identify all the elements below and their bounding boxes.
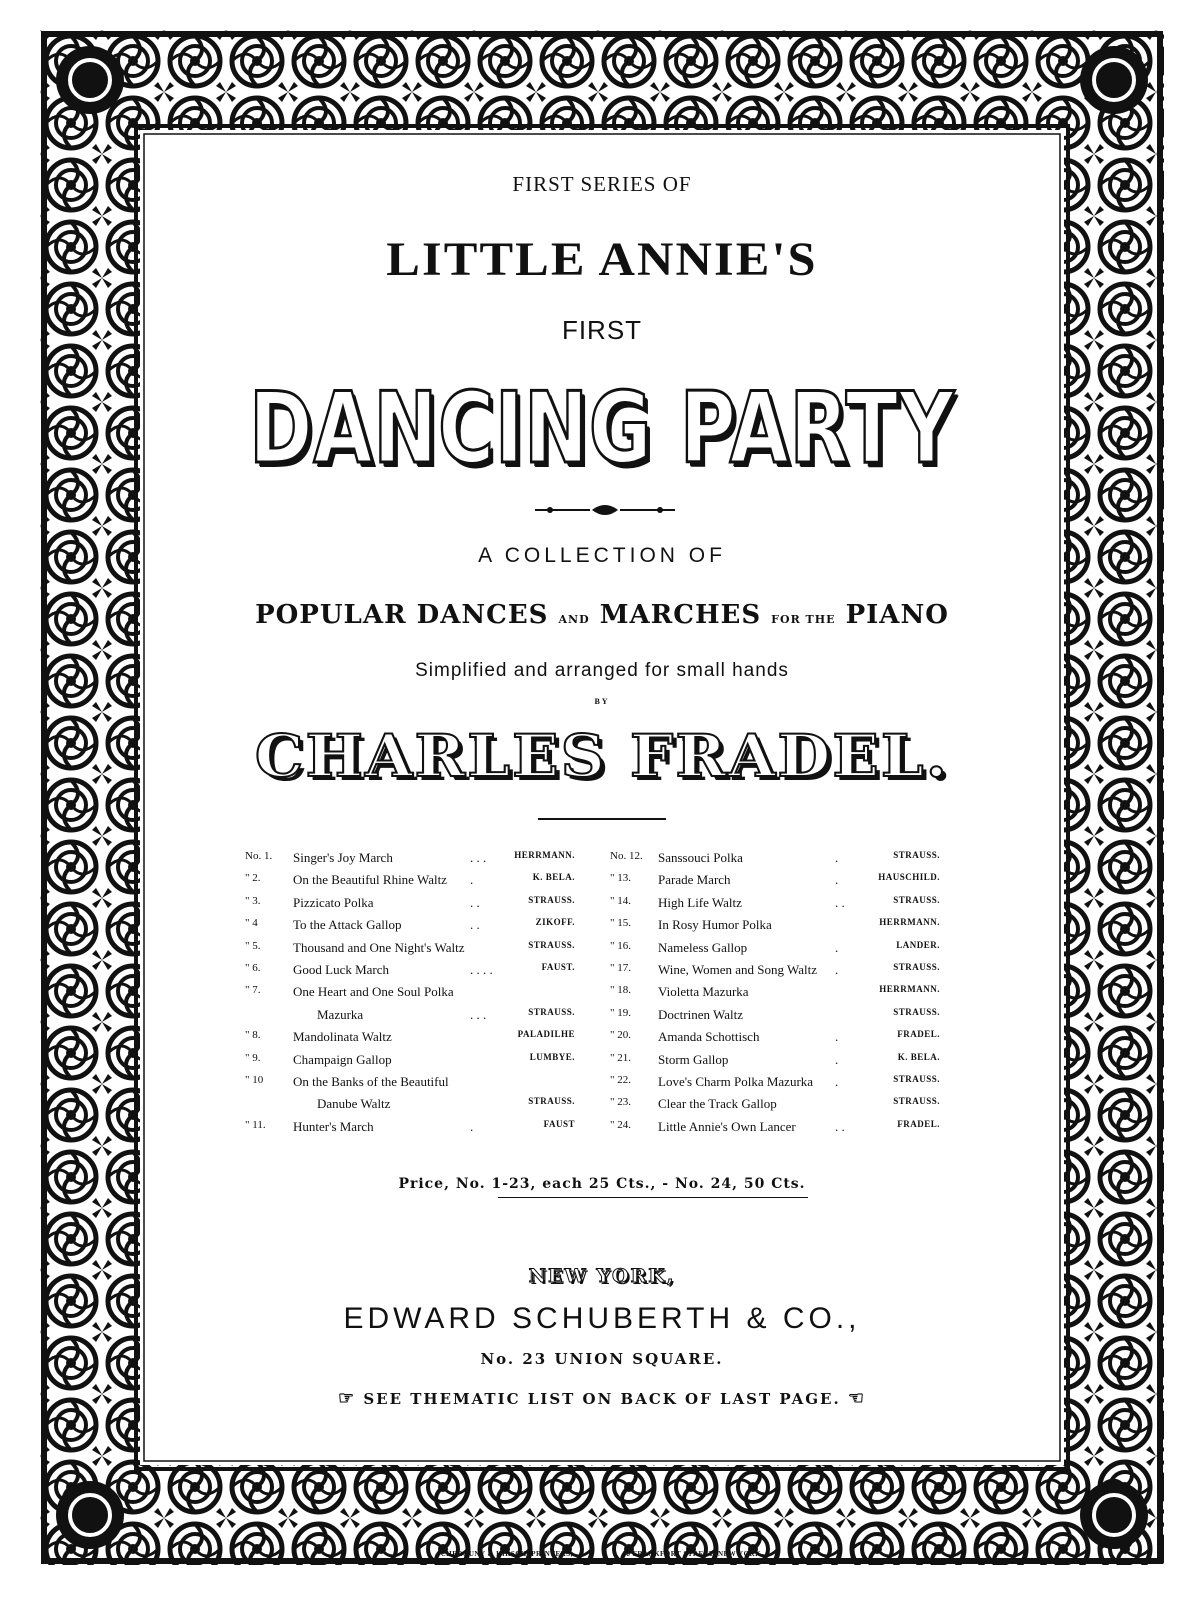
- thematic-text: SEE THEMATIC LIST ON BACK OF LAST PAGE.: [363, 1390, 841, 1408]
- piece-dots: .: [835, 1051, 839, 1067]
- piece-number: " 5.: [245, 939, 261, 952]
- author-name: CHARLES FRADEL.: [254, 722, 950, 790]
- piece-number: " 13.: [610, 872, 631, 885]
- piece-row: [245, 984, 575, 1006]
- piece-row: [245, 1029, 575, 1051]
- piece-composer: HERRMANN.: [514, 850, 575, 860]
- piece-composer: FAUST.: [541, 961, 575, 972]
- piece-row: [610, 1096, 940, 1118]
- piece-row: [245, 895, 575, 917]
- piece-title: Parade March: [658, 872, 731, 888]
- piece-number: " 11.: [245, 1118, 266, 1131]
- piece-row: [610, 1007, 940, 1029]
- title-little-annies: LITTLE ANNIE'S: [386, 233, 818, 286]
- piece-title: Violetta Mazurka: [658, 984, 749, 1000]
- piece-title: Mandolinata Waltz: [293, 1029, 392, 1045]
- piece-number: " 4: [245, 917, 258, 930]
- piece-number: " 8.: [245, 1029, 261, 1042]
- divider-rule: [538, 818, 666, 820]
- piece-row: [245, 1074, 575, 1096]
- simplified-line: Simplified and arranged for small hands: [415, 660, 789, 681]
- piece-composer: STRAUSS.: [528, 1096, 575, 1107]
- piece-composer: K. BELA.: [532, 872, 575, 883]
- piece-title: Good Luck March: [293, 961, 390, 977]
- piece-dots: . .: [470, 917, 480, 933]
- publisher-name: EDWARD SCHUBERTH & CO.,: [343, 1302, 861, 1335]
- piece-row: [245, 872, 575, 894]
- piece-dots: . .: [835, 1118, 845, 1134]
- price-line: Price, No. 1-23, each 25 Cts., - No. 24, 50 Cts.: [398, 1176, 806, 1192]
- piece-dots: .: [835, 1073, 839, 1089]
- pointing-hand-icon: ☜: [847, 1388, 867, 1409]
- piece-dots: . . .: [470, 1006, 487, 1022]
- piece-composer: STRAUSS.: [893, 961, 940, 972]
- piece-dots: . .: [470, 894, 480, 910]
- popular-dances: POPULAR DANCES: [255, 600, 549, 630]
- piece-row: [610, 917, 940, 939]
- piece-title: Sanssouci Polka: [658, 850, 743, 865]
- piece-number: " 3.: [245, 894, 261, 907]
- piece-row: [610, 984, 940, 1006]
- piece-title: Clear the Track Gallop: [658, 1096, 777, 1112]
- pieces-list-left: [245, 850, 575, 1141]
- piece-title: Love's Charm Polka Mazurka: [658, 1073, 814, 1089]
- thematic-note: [0, 1388, 1204, 1409]
- piece-number: " 6.: [245, 961, 261, 974]
- piece-number: " 18.: [610, 984, 631, 997]
- piece-dots: . . . .: [470, 961, 493, 977]
- piece-title: In Rosy Humor Polka: [658, 917, 772, 933]
- piece-composer: STRAUSS.: [893, 1096, 940, 1107]
- piece-number: " 2.: [245, 872, 261, 885]
- piece-title: Hunter's March: [293, 1118, 374, 1134]
- piece-row: [245, 917, 575, 939]
- piece-row: [610, 1119, 940, 1141]
- piece-number: " 10: [245, 1073, 264, 1086]
- piece-composer: STRAUSS.: [893, 1006, 940, 1017]
- price-underline: [498, 1197, 808, 1198]
- piece-composer: FRADEL.: [897, 1118, 940, 1129]
- piece-title: Wine, Women and Song Waltz: [658, 961, 818, 977]
- piece-composer: STRAUSS.: [893, 850, 940, 860]
- piece-title: Singer's Joy March: [293, 850, 393, 865]
- piece-row: [245, 1096, 575, 1118]
- piece-title: Danube Waltz: [317, 1096, 391, 1112]
- piece-composer: FRADEL.: [897, 1029, 940, 1040]
- piece-composer: STRAUSS.: [528, 894, 575, 905]
- piece-row: [610, 1052, 940, 1074]
- piece-title: Storm Gallop: [658, 1051, 729, 1067]
- piece-number: " 15.: [610, 917, 631, 930]
- piece-row: [245, 940, 575, 962]
- piece-composer: STRAUSS.: [528, 939, 575, 950]
- piece-composer: STRAUSS.: [893, 1073, 940, 1084]
- piece-number: " 23.: [610, 1096, 631, 1109]
- piece-title: To the Attack Gallop: [293, 917, 402, 933]
- piece-composer: HAUSCHILD.: [878, 872, 940, 883]
- piece-composer: FAUST: [543, 1118, 575, 1129]
- and-word: AND: [558, 613, 590, 626]
- printer-line: [0, 1550, 1204, 1558]
- piece-number: " 22.: [610, 1073, 631, 1086]
- popular-dances-line: [0, 600, 1204, 630]
- piece-title: Nameless Gallop: [658, 939, 748, 955]
- piece-dots: .: [835, 939, 839, 955]
- piece-row: [610, 1029, 940, 1051]
- city-line: NEW YORK,: [528, 1265, 676, 1287]
- pointing-hand-icon: ☞: [337, 1388, 357, 1409]
- piece-row: [245, 1119, 575, 1141]
- piece-title: Little Annie's Own Lancer: [658, 1118, 796, 1134]
- piece-dots: .: [835, 850, 839, 865]
- piece-number: " 16.: [610, 939, 631, 952]
- piece-row: [610, 940, 940, 962]
- piece-title: Thousand and One Night's Waltz: [293, 939, 465, 955]
- printer-address: 18 FRANKFORT STREET, NEW YORK.: [622, 1550, 764, 1558]
- publisher-address: No. 23 UNION SQUARE.: [480, 1350, 724, 1368]
- marches: MARCHES: [599, 600, 762, 630]
- piece-row: [610, 1074, 940, 1096]
- collection-line: A COLLECTION OF: [478, 544, 726, 567]
- piece-number: No. 12.: [610, 850, 643, 862]
- piece-dots: .: [470, 1118, 474, 1134]
- piece-number: " 9.: [245, 1051, 261, 1064]
- title-first: FIRST: [561, 315, 643, 345]
- piece-title: On the Beautiful Rhine Waltz: [293, 872, 447, 888]
- piece-dots: . . .: [470, 850, 487, 865]
- flourish-divider: [530, 500, 680, 520]
- series-line: FIRST SERIES OF: [512, 172, 692, 196]
- piece-number: " 19.: [610, 1006, 631, 1019]
- piece-composer: PALADILHE: [517, 1029, 575, 1040]
- piece-composer: HERRMANN.: [879, 984, 940, 995]
- printer-name: CHEROUNY & KIRSCH, PRINTERS,: [440, 1550, 573, 1558]
- piece-row: [610, 895, 940, 917]
- piece-dots: .: [835, 961, 839, 977]
- piece-composer: STRAUSS.: [893, 894, 940, 905]
- piece-number: " 24.: [610, 1118, 631, 1131]
- piece-title: Champaign Gallop: [293, 1051, 392, 1067]
- piece-composer: LUMBYE.: [529, 1051, 575, 1062]
- piece-composer: HERRMANN.: [879, 917, 940, 928]
- piece-dots: .: [835, 872, 839, 888]
- by-line: BY: [594, 697, 610, 706]
- piece-dots: . .: [835, 894, 845, 910]
- piece-title: Mazurka: [317, 1006, 364, 1022]
- piece-row: [245, 1052, 575, 1074]
- piece-row: [245, 850, 575, 872]
- piece-number: No. 1.: [245, 850, 273, 862]
- piece-number: " 17.: [610, 961, 631, 974]
- title-dancing-party: DANCING PARTY: [249, 372, 955, 486]
- piece-title: High Life Waltz: [658, 894, 742, 910]
- piece-title: On the Banks of the Beautiful: [293, 1073, 449, 1089]
- piece-title: One Heart and One Soul Polka: [293, 984, 454, 1000]
- piece-title: Amanda Schottisch: [658, 1029, 760, 1045]
- piece-number: " 20.: [610, 1029, 631, 1042]
- piece-row: [245, 1007, 575, 1029]
- piece-dots: .: [470, 872, 474, 888]
- for-the-word: FOR THE: [771, 613, 836, 626]
- pieces-list-right: [610, 850, 940, 1141]
- piece-title: Doctrinen Waltz: [658, 1006, 743, 1022]
- piece-number: " 7.: [245, 984, 261, 997]
- piece-number: " 21.: [610, 1051, 631, 1064]
- piece-composer: STRAUSS.: [528, 1006, 575, 1017]
- piano: PIANO: [845, 600, 949, 630]
- piece-row: [245, 962, 575, 984]
- piece-dots: .: [835, 1029, 839, 1045]
- piece-composer: LANDER.: [896, 939, 940, 950]
- piece-composer: ZIKOFF.: [535, 917, 575, 928]
- piece-composer: K. BELA.: [897, 1051, 940, 1062]
- piece-title: Pizzicato Polka: [293, 894, 374, 910]
- piece-row: [610, 872, 940, 894]
- piece-row: [610, 962, 940, 984]
- piece-number: " 14.: [610, 894, 631, 907]
- piece-row: [610, 850, 940, 872]
